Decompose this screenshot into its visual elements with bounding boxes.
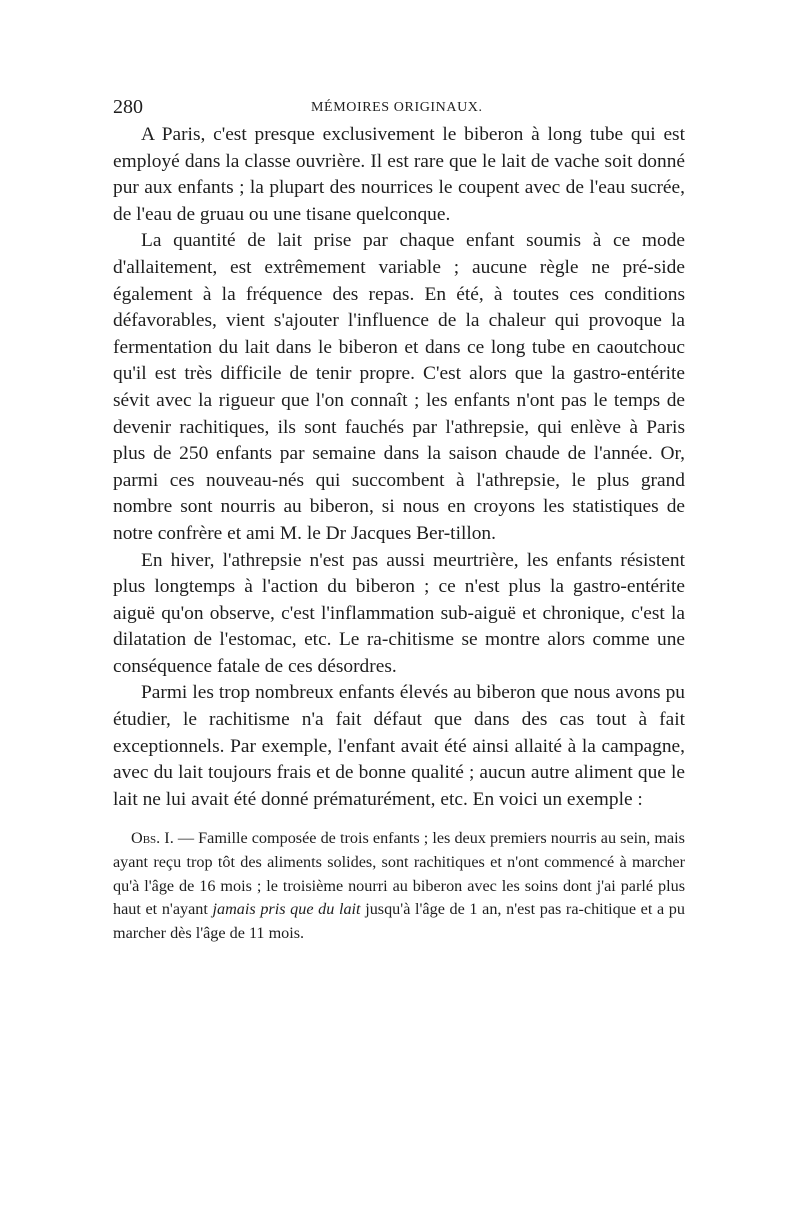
book-page bbox=[113, 92, 685, 945]
page-number: 280 bbox=[113, 96, 143, 118]
observation-label: Obs. I. bbox=[131, 829, 174, 848]
observation-text-before: — Famille composée de trois enfants ; les deux premiers nourris au sein, mais ayant reçu trop tôt des aliments solides, sont rachitiques et n'ont commencé à marcher qu'à l'âge de 16 mois ; le troisième nourri au biberon avec les soins dont j'ai parlé plus haut et n'ayant bbox=[113, 829, 685, 919]
paragraph-4: Parmi les trop nombreux enfants élevés au biberon que nous avons pu étudier, le rachitisme n'a fait défaut que dans des cas tout à fait exceptionnels. Par exemple, l'enfant avait été ainsi allaité à la campagne, avec du lait toujours frais et de bonne qualité ; aucun autre aliment que le lait ne lui avait été donné prématurément, etc. En voici un exemple : bbox=[113, 682, 685, 810]
body-text bbox=[113, 122, 685, 813]
observation-note bbox=[113, 827, 685, 945]
paragraph-3: En hiver, l'athrepsie n'est pas aussi meurtrière, les enfants résistent plus longtemps à l'action du biberon ; ce n'est plus la gastro-entérite aiguë qu'on observe, c'est l'inflammation sub-aiguë et chronique, c'est la dilatation de l'estomac, etc. Le ra-chitisme se montre alors comme une conséquence fatale de ces désordres. bbox=[113, 549, 685, 677]
observation-text-after: jusqu'à l'âge de 1 an, n'est pas ra-chitique et a pu marcher dès l'âge de 11 mois. bbox=[113, 900, 685, 942]
page-header bbox=[113, 92, 685, 122]
paragraph-1: A Paris, c'est presque exclusivement le biberon à long tube qui est employé dans la classe ouvrière. Il est rare que le lait de vache soit donné pur aux enfants ; la plupart des nourrices le coupent avec de l'eau sucrée, de l'eau de gruau ou une tisane quelconque. bbox=[113, 124, 685, 225]
running-head: MÉMOIRES ORIGINAUX. bbox=[311, 100, 483, 115]
observation-italic: jamais pris que du lait bbox=[212, 900, 361, 919]
paragraph-2: La quantité de lait prise par chaque enfant soumis à ce mode d'allaitement, est extrêmement variable ; aucune règle ne pré-side également à la fréquence des repas. En été, à toutes ces conditions défavorables, vient s'ajouter l'influence de la chaleur qui provoque la fermentation du lait dans le biberon et dans ce long tube en caoutchouc qu'il est très difficile de tenir propre. C'est alors que la gastro-entérite sévit avec la rigueur que l'on connaît ; les enfants n'ont pas le temps de devenir rachitiques, ils sont fauchés par l'athrepsie, qui enlève à Paris plus de 250 enfants par semaine dans la saison chaude de l'année. Or, parmi ces nouveau-nés qui succombent à l'athrepsie, le plus grand nombre sont nourris au biberon, si nous en croyons les statistiques de notre confrère et ami M. le Dr Jacques Ber-tillon. bbox=[113, 230, 685, 544]
